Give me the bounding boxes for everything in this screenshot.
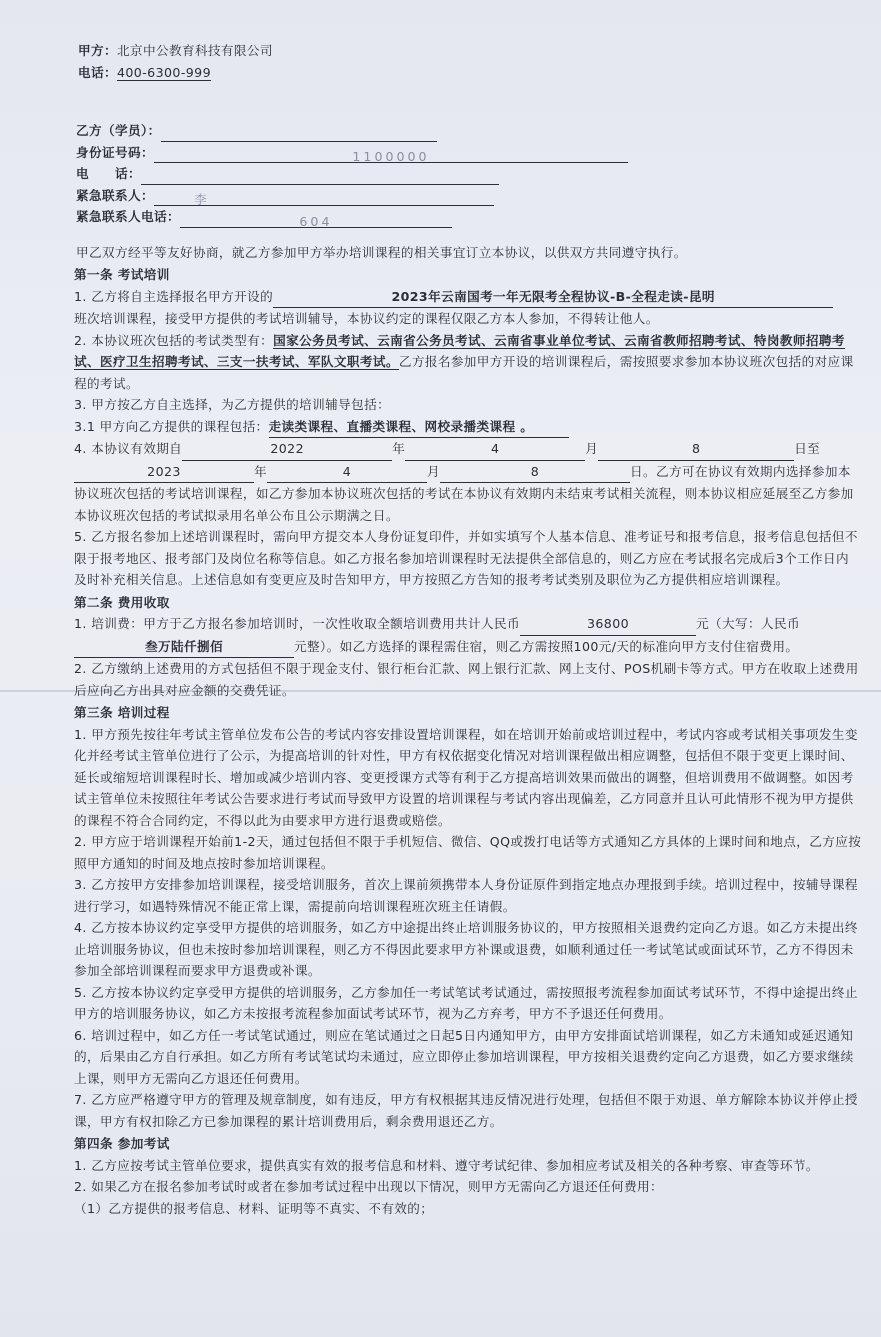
party-b-id-row xyxy=(76,142,862,164)
article-1-p31 xyxy=(74,416,862,439)
party-a-name-row xyxy=(78,40,862,62)
end-day: 8 xyxy=(440,461,630,484)
article-3-title: 第三条 培训过程 xyxy=(74,705,170,720)
party-a-block xyxy=(78,40,862,84)
party-b-block xyxy=(76,120,862,228)
contract-content xyxy=(62,40,862,1219)
article-1-title: 第一条 考试培训 xyxy=(74,267,170,282)
validity-post: 日。乙方可在协议有效期内选择参加本协议班次包括的考试培训课程，如乙方参加本协议班次包括的考试在本协议有效期内未结束考试相关流程，则本协议相应延展至乙方参加本协议班次包括的考试拟录用名单公布且公示期满之日。 xyxy=(74,463,854,523)
party-b-emergency-phone-label: 紧急联系人电话： xyxy=(76,209,180,224)
article-3-p5: 5. 乙方按本协议约定享受甲方提供的培训服务，乙方参加任一考试笔试考试通过，需按照报考流程参加面试考试环节，不得中途提出终止甲方的培训服务协议，如乙方未按报考流程参加面试考试环节，视为乙方弃考，甲方不予退还任何费用。 xyxy=(74,984,858,1021)
article-4-title: 第四条 参加考试 xyxy=(74,1136,170,1151)
student-phone-field xyxy=(141,168,499,185)
article-2-p2: 2. 乙方缴纳上述费用的方式包括但不限于现金支付、银行柜台汇款、网上银行汇款、网上支付、POS机刷卡等方式。甲方在收取上述费用后应向乙方出具对应金额的交费凭证。 xyxy=(74,661,859,698)
exam-types-line-2: 特岗教师招聘考试、医疗卫生招聘考试、三支一扶考试、军队文职考试。 xyxy=(74,332,845,369)
fee-words: 叁万陆仟捌佰 xyxy=(74,636,294,659)
end-month-char: 月 xyxy=(427,463,440,479)
article-4-p2-1: （1）乙方提供的报考信息、材料、证明等不真实、不有效的； xyxy=(74,1200,434,1216)
course-name-field: 2023年云南国考一年无限考全程协议-B-全程走读-昆明 xyxy=(273,286,833,309)
fee-mid: 元（大写：人民币 xyxy=(696,616,800,631)
article-3-p3: 3. 乙方按甲方安排参加培训课程，接受培训服务，首次上课前须携带本人身份证原件到指定地点办理报到手续。培训过程中，按辅导课程进行学习，如遇特殊情况不能正常上课，需提前向培训课程班次班主任请假。 xyxy=(74,877,858,914)
party-b-id-label: 身份证号码： xyxy=(76,144,154,160)
article-3-p2: 2. 甲方应于培训课程开始前1-2天，通过包括但不限于手机短信、微信、QQ或拨打电话等方式通知乙方具体的上课时间和地点，乙方应按照甲方通知的时间及地点按时参加培训课程。 xyxy=(74,834,862,871)
id-number-field xyxy=(154,146,628,163)
party-a-phone: 400-6300-999 xyxy=(116,65,211,80)
fee-pre: 1. 培训费：甲方于乙方报名参加培训时，一次性收取全额培训费用共计人民币 xyxy=(74,616,521,631)
article-1-p2-post: 乙方报名参加甲方开设的培训课程后，需按照要求参加本协议班次包括的对应课程的考试。 xyxy=(74,354,854,391)
article-3-p4: 4. 乙方按本协议约定享受甲方提供的培训服务，如乙方中途提出终止培训服务协议的，甲方按照相关退费约定向乙方退。如乙方未提出终止培训服务协议，但也未按时参加培训课程，则乙方不得因此要求甲方补课或退费，如顺利通过任一考试笔试或面试环节，乙方不得因未参加全部培训课程而要求甲方退费或补课。 xyxy=(74,920,858,978)
student-name-field xyxy=(161,125,437,142)
article-1-p3: 3. 甲方按乙方自主选择，为乙方提供的培训辅导包括： xyxy=(74,397,391,412)
article-2 xyxy=(74,592,862,702)
article-1 xyxy=(74,264,862,591)
party-b-emergency-phone-row xyxy=(76,206,862,228)
article-1-p2 xyxy=(74,330,862,395)
article-4 xyxy=(74,1133,862,1219)
party-b-phone-label: 电 话： xyxy=(76,166,141,181)
article-1-p31-pre: 3.1 甲方向乙方提供的课程包括： xyxy=(74,418,269,434)
party-a-phone-row xyxy=(78,62,862,84)
intro-paragraph: 甲乙双方经平等友好协商，就乙方参加甲方举办培训课程的相关事宜订立本协议，以供双方共同遵守执行。 xyxy=(76,244,687,260)
emergency-contact-field xyxy=(154,189,494,206)
article-1-p1-pre: 1. 乙方将自主选择报名甲方开设的 xyxy=(74,288,274,304)
article-1-p5: 5. 乙方报名参加上述培训课程时，需向甲方提交本人身份证复印件，并如实填写个人基本信息、准考证号和报考信息，报考信息包括但不限于报考地区、报考部门及岗位名称等信息。如乙方报名参加培训课程时无法提供全部信息的，则乙方应在考试报名完成后3个工作日内及时补充相关信息。上述信息如有变更应及时告知甲方，甲方按照乙方告知的报考考试类别及职位为乙方提供相应培训课程。 xyxy=(74,529,858,587)
year-char: 年 xyxy=(392,441,406,456)
emergency-phone-partial: 604 xyxy=(299,213,333,229)
id-number-partial: 1100000 xyxy=(352,149,430,164)
exam-types-line-1: 国家公务员考试、云南省公务员考试、云南省事业单位考试、云南省教师招聘考试、 xyxy=(273,332,754,348)
emergency-phone-field xyxy=(180,211,452,228)
party-b-phone-row xyxy=(76,163,862,185)
start-month: 4 xyxy=(405,438,585,461)
party-b-emergency-row xyxy=(76,185,862,207)
end-month: 4 xyxy=(267,461,427,484)
month-char: 月 xyxy=(585,441,599,456)
start-year: 2022 xyxy=(182,438,392,461)
emergency-contact-partial: 李 xyxy=(193,192,210,207)
article-4-p1: 1. 乙方应按考试主管单位要求，提供真实有效的报考信息和材料、遵守考试纪律、参加相应考试及相关的各种考察、审查等环节。 xyxy=(74,1157,819,1173)
fee-post: 元整）。如乙方选择的课程需住宿，则乙方需按照100元/天的标准向甲方支付住宿费用。 xyxy=(294,638,799,654)
article-4-p2: 2. 如果乙方在报名参加考试时或者在参加考试过程中出现以下情况，则甲方无需向乙方退还任何费用： xyxy=(74,1179,663,1194)
article-1-p1-post: 班次培训课程，接受甲方提供的考试培训辅导，本协议约定的课程仅限乙方本人参加，不得转让他人。 xyxy=(74,311,659,326)
fee-number: 36800 xyxy=(520,613,696,636)
article-2-p1 xyxy=(74,613,862,658)
start-day: 8 xyxy=(598,438,794,461)
article-3-p7: 7. 乙方应严格遵守甲方的管理及规章制度，如有违反，甲方有权根据其违反情况进行处理，包括但不限于劝退、单方解除本协议并停止授课，甲方有权扣除乙方已参加课程的累计培训费用后，剩余费用退还乙方。 xyxy=(74,1092,858,1129)
party-b-student-label: 乙方（学员）： xyxy=(76,123,161,138)
party-a-label: 甲方： xyxy=(78,43,117,58)
party-b-emergency-label: 紧急联系人： xyxy=(76,187,154,203)
party-b-student-row xyxy=(76,120,862,142)
article-1-p4 xyxy=(74,438,862,526)
article-1-p2-pre: 2. 本协议班次包括的考试类型有： xyxy=(74,332,274,348)
course-types-field: 走读类课程、直播类课程、网校录播类课程 。 xyxy=(269,416,569,439)
end-year: 2023 xyxy=(74,461,254,484)
party-a-name: 北京中公教育科技有限公司 xyxy=(116,43,273,58)
article-1-p1 xyxy=(74,286,862,330)
day-to: 日至 xyxy=(794,441,821,456)
party-a-phone-label: 电话： xyxy=(78,65,117,80)
article-3 xyxy=(74,702,862,1132)
article-2-title: 第二条 费用收取 xyxy=(74,594,170,610)
validity-pre: 4. 本协议有效期自 xyxy=(74,441,183,456)
article-3-p6: 6. 培训过程中，如乙方任一考试笔试通过，则应在笔试通过之日起5日内通知甲方，由甲方安排面试培训课程，如乙方未通知或延迟通知的，后果由乙方自行承担。如乙方所有考试笔试均未通过，应立即停止参加培训课程，甲方按相关退费约定向乙方退费，如乙方要求继续上课，则甲方无需向乙方退还任何费用。 xyxy=(74,1027,854,1086)
end-year-char: 年 xyxy=(254,463,267,479)
article-3-p1: 1. 甲方预先按往年考试主管单位发布公告的考试内容安排设置培训课程，如在培训开始前或培训过程中，考试内容或考试相关事项发生变化并经考试主管单位进行了公示，为提高培训的针对性，甲方有权依据变化情况对培训课程做出相应调整，包括但不限于变更上课时间、延长或缩短培训课程时长、增加或减少培训内容、变更授课方式等有利于乙方提高培训效果而做出的调整，但培训费用不做调整。如因考试主管单位未按照往年考试公告要求进行考试而导致甲方设置的培训课程与考试内容出现偏差，乙方同意并且认可此情形不视为甲方提供的课程不符合合同约定，不得以此为由要求甲方进行退费或赔偿。 xyxy=(74,726,858,828)
